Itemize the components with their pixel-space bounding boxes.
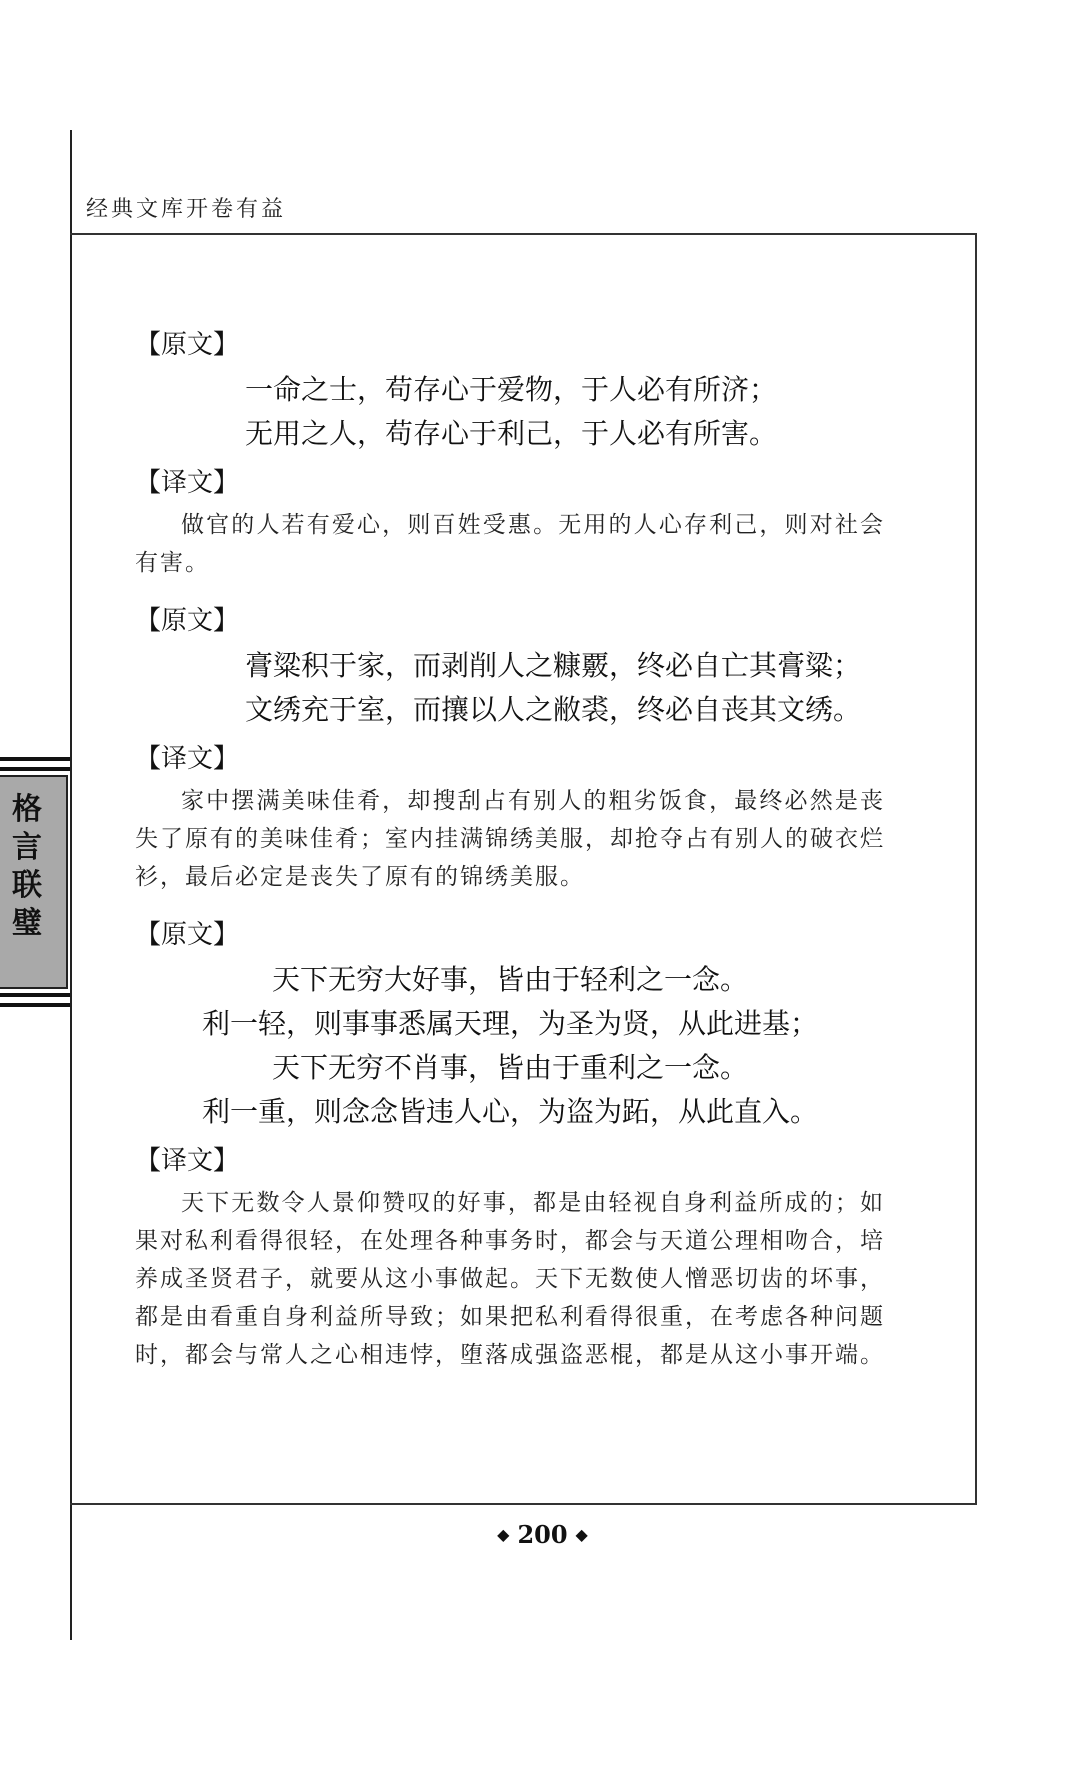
side-tab-char: 璧 xyxy=(12,906,42,941)
section-3 xyxy=(135,918,885,1374)
original-heading: 【原文】 xyxy=(135,330,240,360)
diamond-icon: ◆ xyxy=(575,1525,588,1544)
translation-text: 做官的人若有爱心，则百姓受惠。无用的人心存利己，则对社会有害。 xyxy=(135,512,885,576)
side-tab-top-bars xyxy=(0,757,70,771)
original-line: 天下无穷不肖事，皆由于重利之一念。 xyxy=(271,1051,748,1084)
translation-heading: 【译文】 xyxy=(135,468,240,498)
main-content xyxy=(135,328,885,1396)
translation-text: 天下无数令人景仰赞叹的好事，都是由轻视自身利益所成的；如果对私利看得很轻，在处理各种事务时，都会与天道公理相吻合，培养成圣贤君子，就要从这小事做起。天下无数使人憎恶切齿的坏事，都是由看重自身利益所导致；如果把私利看得很重，在考虑各种问题时，都会与常人之心相违悖，堕落成强盗恶棍，都是从这小事开端。 xyxy=(135,1190,885,1368)
original-text xyxy=(135,644,885,732)
side-tab xyxy=(0,757,70,1007)
diamond-icon: ◆ xyxy=(497,1525,510,1544)
side-tab-char: 联 xyxy=(12,868,42,903)
section-2 xyxy=(135,604,885,896)
original-line: 天下无穷大好事，皆由于轻利之一念。 xyxy=(271,963,748,996)
side-tab-char: 格 xyxy=(12,792,42,827)
translation-heading: 【译文】 xyxy=(135,1146,240,1176)
original-text xyxy=(135,958,885,1134)
section-1 xyxy=(135,328,885,582)
original-text xyxy=(135,368,885,456)
original-line: 无用之人，苟存心于利己，于人必有所害。 xyxy=(245,417,778,450)
original-line: 一命之士，苟存心于爱物，于人必有所济； xyxy=(245,373,778,406)
side-tab-bottom-bars xyxy=(0,993,70,1007)
series-title: 经典文库开卷有益 xyxy=(86,197,287,222)
translation-heading: 【译文】 xyxy=(135,744,240,774)
page-number xyxy=(0,1520,1085,1549)
translation-text: 家中摆满美味佳肴，却搜刮占有别人的粗劣饭食，最终必然是丧失了原有的美味佳肴；室内挂满锦绣美服，却抢夺占有别人的破衣烂衫，最后必定是丧失了原有的锦绣美服。 xyxy=(135,788,885,890)
original-heading: 【原文】 xyxy=(135,920,240,950)
original-line: 利一重，则念念皆违人心，为盗为跖，从此直入。 xyxy=(201,1095,818,1128)
original-line: 文绣充于室，而攘以人之敝裘，终必自丧其文绣。 xyxy=(245,693,862,726)
side-tab-label xyxy=(0,791,54,943)
side-tab-char: 言 xyxy=(12,830,42,865)
page-number-value: 200 xyxy=(517,1520,568,1549)
original-line: 膏粱积于家，而剥削人之糠覈，终必自亡其膏粱； xyxy=(245,649,862,682)
original-heading: 【原文】 xyxy=(135,606,240,636)
original-line: 利一轻，则事事悉属天理，为圣为贤，从此进基； xyxy=(201,1007,818,1040)
